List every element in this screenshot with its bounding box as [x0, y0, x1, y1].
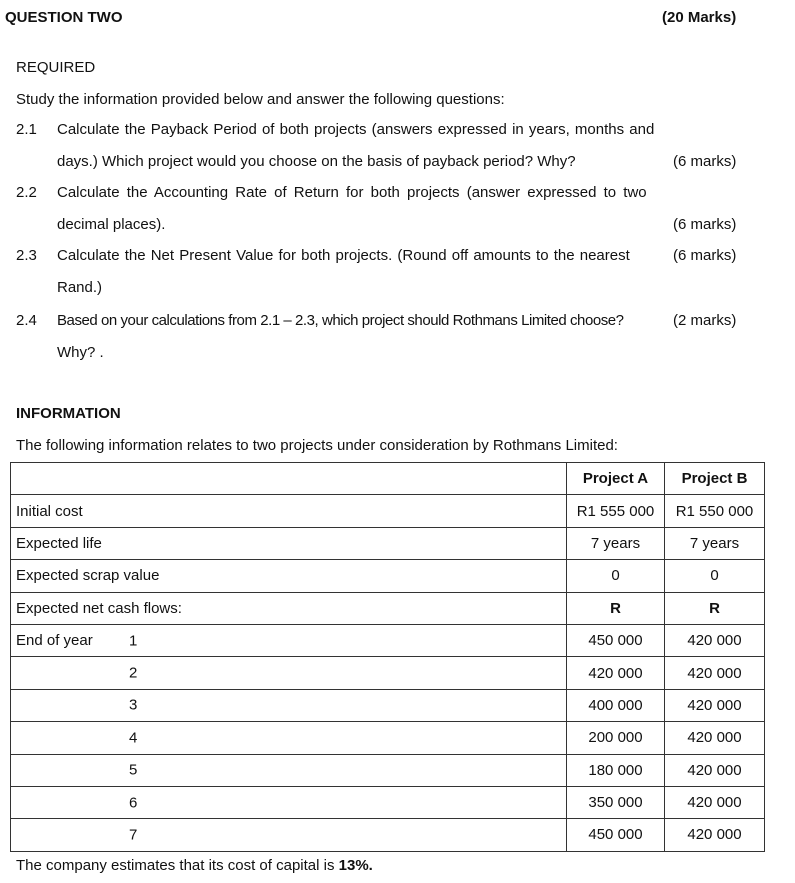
year-row: [11, 689, 765, 721]
table-header-row: [11, 463, 765, 495]
year-number: 3: [129, 696, 138, 714]
question-number: 2.1: [16, 121, 37, 138]
cost-of-capital-value: 13%.: [338, 857, 373, 874]
project-a-value: R1 555 000: [567, 495, 665, 527]
question-2-3-cont: [16, 279, 756, 309]
project-b-value: R1 550 000: [665, 495, 765, 527]
table-row: [11, 495, 765, 527]
row-label: Expected life: [11, 527, 567, 559]
year-label-cell: [11, 657, 567, 689]
required-heading: REQUIRED: [16, 59, 96, 76]
year-label-cell: [11, 624, 567, 656]
question-number: 2.2: [16, 184, 37, 201]
question-marks: (6 marks): [673, 216, 737, 233]
year-row: [11, 624, 765, 656]
cash-flow-table: [10, 462, 765, 852]
year-label-cell: [11, 754, 567, 786]
year-label-cell: [11, 689, 567, 721]
question-text-line-2: Rand.): [57, 279, 103, 296]
question-text-line-1: Calculate the Net Present Value for both projects. (Round off amounts to the nearest: [57, 247, 630, 264]
project-a-value: 400 000: [567, 689, 665, 721]
year-row: [11, 754, 765, 786]
project-b-value: 420 000: [665, 819, 765, 851]
project-b-value: 420 000: [665, 786, 765, 818]
question-2-1-cont: [16, 153, 756, 183]
project-b-header: Project B: [665, 463, 765, 495]
question-2-1: [16, 121, 756, 151]
year-number: 1: [129, 632, 138, 650]
project-b-value: 0: [665, 560, 765, 592]
year-row: [11, 657, 765, 689]
project-a-value: R: [567, 592, 665, 624]
question-text-line-2: Why? .: [57, 344, 104, 361]
question-title: QUESTION TWO: [5, 9, 123, 26]
row-label: Initial cost: [11, 495, 567, 527]
year-number: 5: [129, 761, 138, 779]
row-label: Expected net cash flows:: [11, 592, 567, 624]
project-a-value: 0: [567, 560, 665, 592]
question-marks: (6 marks): [673, 247, 737, 264]
project-b-value: 420 000: [665, 754, 765, 786]
question-2-4: [16, 312, 756, 342]
total-marks: (20 Marks): [662, 9, 737, 26]
question-marks: (6 marks): [673, 153, 737, 170]
information-intro: The following information relates to two projects under consideration by Rothmans Limited:: [16, 437, 618, 454]
year-label-cell: [11, 786, 567, 818]
project-b-value: R: [665, 592, 765, 624]
information-heading: INFORMATION: [16, 405, 121, 422]
project-a-value: 350 000: [567, 786, 665, 818]
project-b-value: 420 000: [665, 722, 765, 754]
question-number: 2.3: [16, 247, 37, 264]
question-text-line-1: Calculate the Accounting Rate of Return for both projects (answer expressed to two: [57, 184, 647, 201]
required-intro: Study the information provided below and answer the following questions:: [16, 91, 505, 108]
table-row: [11, 527, 765, 559]
cost-of-capital-note: [16, 857, 373, 874]
year-label-cell: [11, 819, 567, 851]
project-a-header: Project A: [567, 463, 665, 495]
project-a-value: 180 000: [567, 754, 665, 786]
question-text-line-1: Calculate the Payback Period of both projects (answers expressed in years, months and: [57, 121, 655, 138]
project-a-value: 450 000: [567, 624, 665, 656]
row-label: Expected scrap value: [11, 560, 567, 592]
table-row: [11, 560, 765, 592]
year-label: End of year: [16, 632, 93, 650]
question-2-4-cont: [16, 344, 756, 374]
project-a-value: 420 000: [567, 657, 665, 689]
question-2-2-cont: [16, 216, 756, 246]
question-2-2: [16, 184, 756, 214]
project-b-value: 420 000: [665, 657, 765, 689]
question-text-line-2: decimal places).: [57, 216, 166, 233]
year-row: [11, 819, 765, 851]
year-label-cell: [11, 722, 567, 754]
question-text-line-2: days.) Which project would you choose on the basis of payback period? Why?: [57, 153, 576, 170]
project-b-value: 420 000: [665, 689, 765, 721]
year-number: 4: [129, 729, 138, 747]
project-a-value: 7 years: [567, 527, 665, 559]
question-2-3: [16, 247, 756, 277]
project-b-value: 420 000: [665, 624, 765, 656]
year-number: 6: [129, 794, 138, 812]
year-number: 2: [129, 664, 138, 682]
question-text-line-1: Based on your calculations from 2.1 – 2.3, which project should Rothmans Limited choose?: [57, 312, 624, 329]
question-number: 2.4: [16, 312, 37, 329]
project-a-value: 450 000: [567, 819, 665, 851]
cost-of-capital-text: The company estimates that its cost of capital is: [16, 857, 339, 874]
project-b-value: 7 years: [665, 527, 765, 559]
year-number: 7: [129, 826, 138, 844]
table-row: [11, 592, 765, 624]
year-row: [11, 786, 765, 818]
table-header-blank: [11, 463, 567, 495]
year-row: [11, 722, 765, 754]
question-marks: (2 marks): [673, 312, 737, 329]
project-a-value: 200 000: [567, 722, 665, 754]
